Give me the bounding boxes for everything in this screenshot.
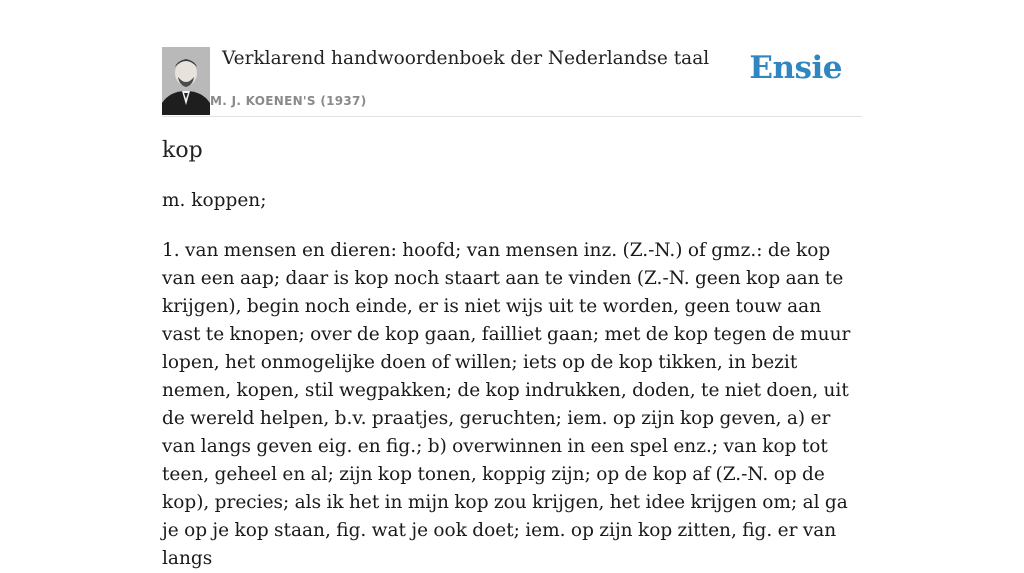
entry-content: [162, 138, 864, 573]
dictionary-header: [162, 46, 862, 117]
ensie-logo[interactable]: Ensie: [749, 50, 842, 86]
entry-headword: kop: [162, 138, 203, 163]
dictionary-title[interactable]: Verklarend handwoordenboek der Nederlandse taal: [222, 48, 710, 69]
entry-grammar: m. koppen;: [162, 190, 267, 211]
dictionary-author: M. J. KOENEN'S (1937): [210, 94, 367, 108]
author-portrait: [162, 47, 210, 115]
portrait-image: [162, 47, 210, 115]
entry-definition: 1. van mensen en dieren: hoofd; van mensen inz. (Z.-N.) of gmz.: de kop van een aap; daar is kop noch staart aan te vinden (Z.-N. geen kop aan te krijgen), begin noch einde, er is niet wijs uit te worden, geen touw aan vast te knopen; over de kop gaan, failliet gaan; met de kop tegen de muur lopen, het onmogelijke doen of willen; iets op de kop tikken, in bezit nemen, kopen, stil wegpakken; de kop indrukken, doden, te niet doen, uit de wereld helpen, b.v. praatjes, geruchten; iem. op zijn kop geven, a) er van langs geven eig. en fig.; b) overwinnen in een spel enz.; van kop tot teen, geheel en al; zijn kop tonen, koppig zijn; op de kop af (Z.-N. op de kop), precies; als ik het in mijn kop zou krijgen, het idee krijgen om; al ga je op je kop staan, fig. wat je ook doet; iem. op zijn kop zitten, fig. er van langs: [162, 240, 851, 569]
